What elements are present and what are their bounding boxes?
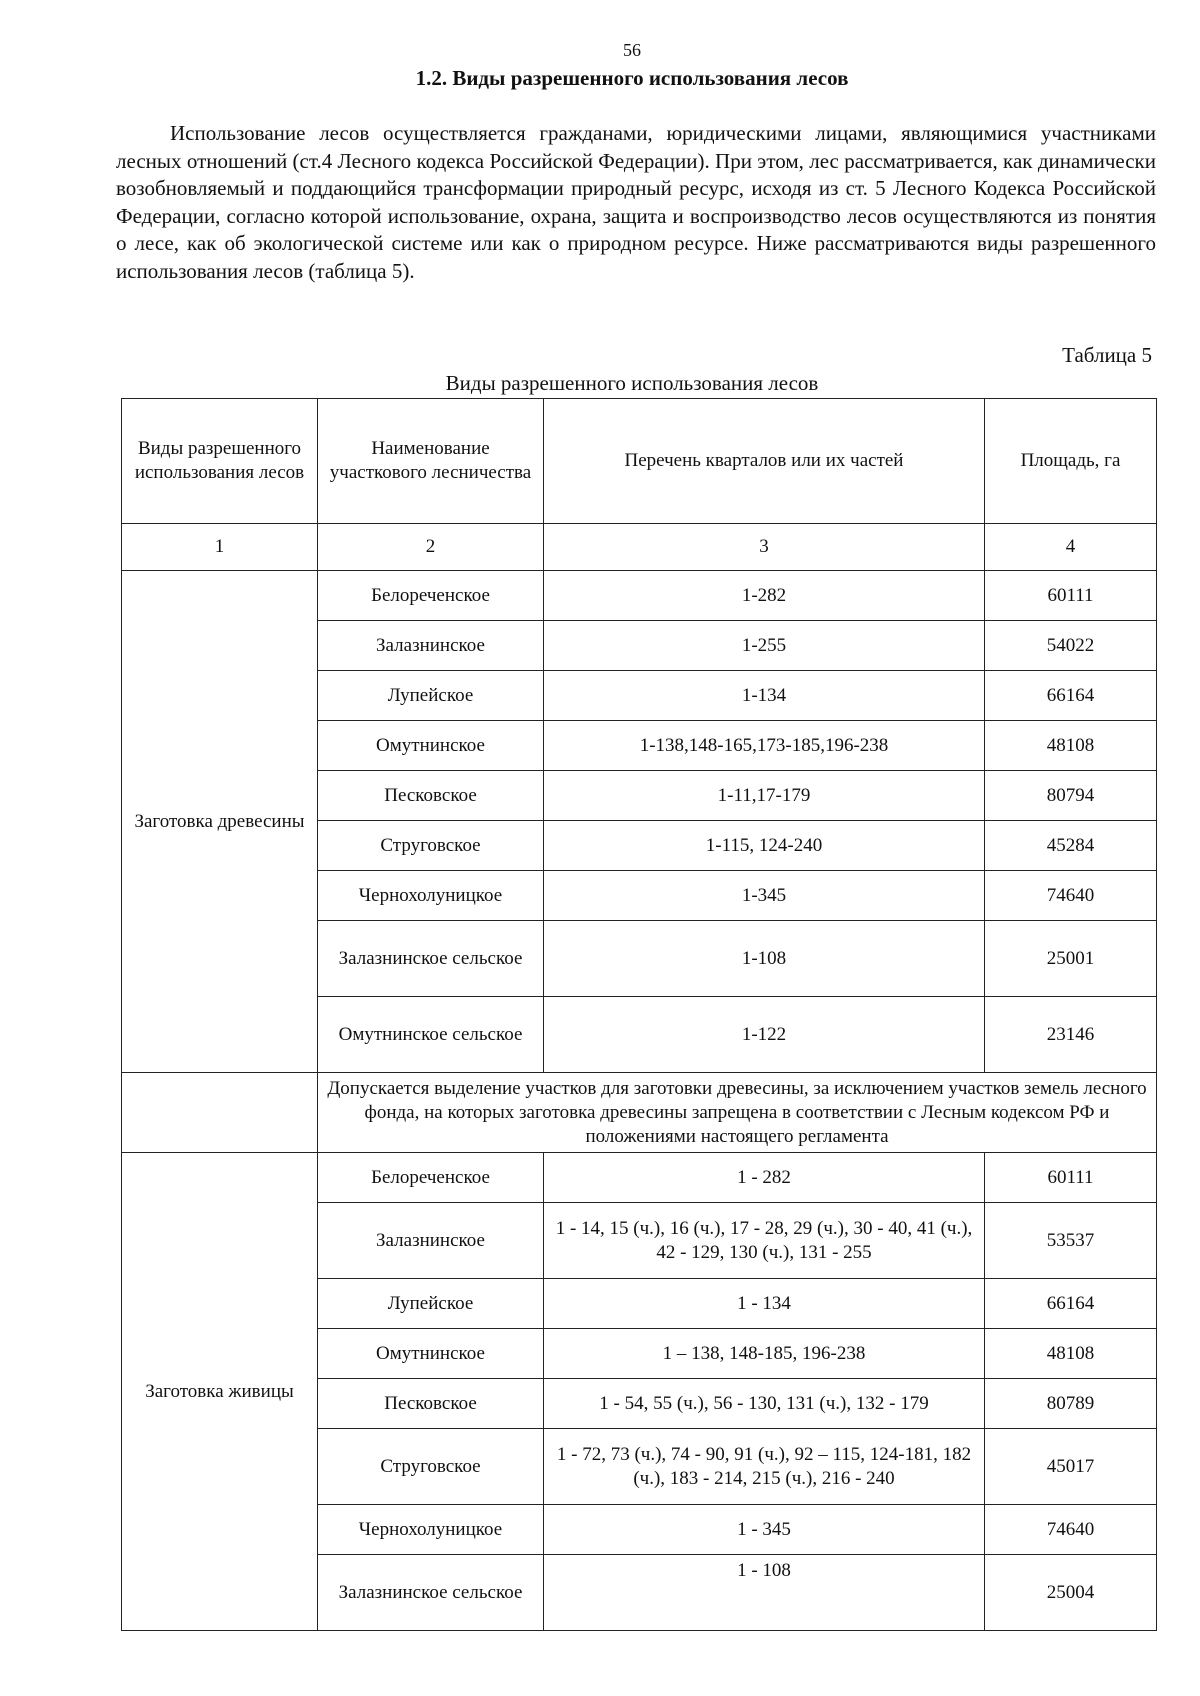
quarters-cell: 1-282 (544, 571, 985, 621)
table-row (122, 1153, 1157, 1203)
header-cell-use-type: Виды разрешенного использования лесов (122, 399, 318, 524)
header-cell-area: Площадь, га (985, 399, 1157, 524)
area-cell: 25001 (985, 921, 1157, 997)
quarters-cell: 1-11,17-179 (544, 771, 985, 821)
quarters-cell: 1 – 138, 148-185, 196-238 (544, 1329, 985, 1379)
column-number: 1 (122, 524, 318, 571)
area-cell: 25004 (985, 1555, 1157, 1631)
forestry-cell: Чернохолуницкое (318, 871, 544, 921)
area-cell: 53537 (985, 1203, 1157, 1279)
column-number: 3 (544, 524, 985, 571)
forestry-cell: Песковское (318, 771, 544, 821)
forestry-cell: Омутнинское (318, 1329, 544, 1379)
forestry-cell: Залазнинское (318, 1203, 544, 1279)
forestry-cell: Струговское (318, 821, 544, 871)
quarters-cell: 1-108 (544, 921, 985, 997)
forestry-cell: Белореченское (318, 1153, 544, 1203)
area-cell: 23146 (985, 997, 1157, 1073)
forestry-cell: Залазнинское сельское (318, 1555, 544, 1631)
quarters-cell: 1 - 282 (544, 1153, 985, 1203)
forestry-cell: Лупейское (318, 671, 544, 721)
quarters-cell: 1-122 (544, 997, 985, 1073)
quarters-cell: 1 - 345 (544, 1505, 985, 1555)
use-type-cell: Заготовка древесины (122, 571, 318, 1073)
section-title: 1.2. Виды разрешенного использования лесов (415, 66, 849, 90)
page-number: 56 (623, 40, 641, 60)
area-cell: 45017 (985, 1429, 1157, 1505)
forestry-cell: Песковское (318, 1379, 544, 1429)
area-cell: 80789 (985, 1379, 1157, 1429)
area-cell: 45284 (985, 821, 1157, 871)
use-type-cell: Заготовка живицы (122, 1153, 318, 1631)
header-cell-forestry: Наименование участкового лесничества (318, 399, 544, 524)
quarters-cell: 1 - 134 (544, 1279, 985, 1329)
quarters-cell: 1-115, 124-240 (544, 821, 985, 871)
forestry-cell: Лупейское (318, 1279, 544, 1329)
area-cell: 66164 (985, 671, 1157, 721)
area-cell: 74640 (985, 1505, 1157, 1555)
area-cell: 60111 (985, 1153, 1157, 1203)
quarters-cell: 1-138,148-165,173-185,196-238 (544, 721, 985, 771)
quarters-cell: 1 - 108 (544, 1555, 985, 1631)
quarters-cell: 1 - 54, 55 (ч.), 56 - 130, 131 (ч.), 132 - 179 (544, 1379, 985, 1429)
forestry-cell: Залазнинское сельское (318, 921, 544, 997)
note-spacer-cell (122, 1073, 318, 1153)
forestry-cell: Чернохолуницкое (318, 1505, 544, 1555)
table-row (122, 571, 1157, 621)
quarters-cell: 1-255 (544, 621, 985, 671)
note-row (122, 1073, 1157, 1153)
area-cell: 80794 (985, 771, 1157, 821)
forestry-cell: Белореченское (318, 571, 544, 621)
header-cell-quarters: Перечень кварталов или их частей (544, 399, 985, 524)
table-caption: Виды разрешенного использования лесов (445, 371, 819, 395)
quarters-cell: 1 - 72, 73 (ч.), 74 - 90, 91 (ч.), 92 – 115, 124-181, 182 (ч.), 183 - 214, 215 (ч.), 216 - 240 (544, 1429, 985, 1505)
forestry-cell: Омутнинское сельское (318, 997, 544, 1073)
table-header-row (122, 399, 1157, 524)
quarters-cell: 1-345 (544, 871, 985, 921)
forestry-cell: Струговское (318, 1429, 544, 1505)
column-number: 4 (985, 524, 1157, 571)
column-number: 2 (318, 524, 544, 571)
area-cell: 48108 (985, 1329, 1157, 1379)
area-cell: 54022 (985, 621, 1157, 671)
quarters-cell: 1-134 (544, 671, 985, 721)
area-cell: 74640 (985, 871, 1157, 921)
forest-use-table (121, 398, 1157, 1631)
note-cell: Допускается выделение участков для заготовки древесины, за исключением участков земель лесного фонда, на которых заготовка древесины запрещена в соответствии с Лесным кодексом РФ и положениями настоящего регламента (318, 1073, 1157, 1153)
area-cell: 66164 (985, 1279, 1157, 1329)
intro-paragraph: Использование лесов осуществляется гражданами, юридическими лицами, являющимися участниками лесных отношений (ст.4 Лесного кодекса Российской Федерации). При этом, лес рассматривается, как динамически возобновляемый и поддающийся трансформации природный ресурс, исходя из ст. 5 Лесного Кодекса Российской Федерации, согласно которой использование, охрана, защита и воспроизводство лесов осуществляются из понятия о лесе, как об экологической системе или как о природном ресурсе. Ниже рассматриваются виды разрешенного использования лесов (таблица 5). (116, 121, 1156, 283)
column-number-row (122, 524, 1157, 571)
forestry-cell: Залазнинское (318, 621, 544, 671)
table-label: Таблица 5 (1062, 343, 1152, 367)
quarters-cell: 1 - 14, 15 (ч.), 16 (ч.), 17 - 28, 29 (ч.), 30 - 40, 41 (ч.), 42 - 129, 130 (ч.), 131 - 255 (544, 1203, 985, 1279)
area-cell: 48108 (985, 721, 1157, 771)
area-cell: 60111 (985, 571, 1157, 621)
forestry-cell: Омутнинское (318, 721, 544, 771)
